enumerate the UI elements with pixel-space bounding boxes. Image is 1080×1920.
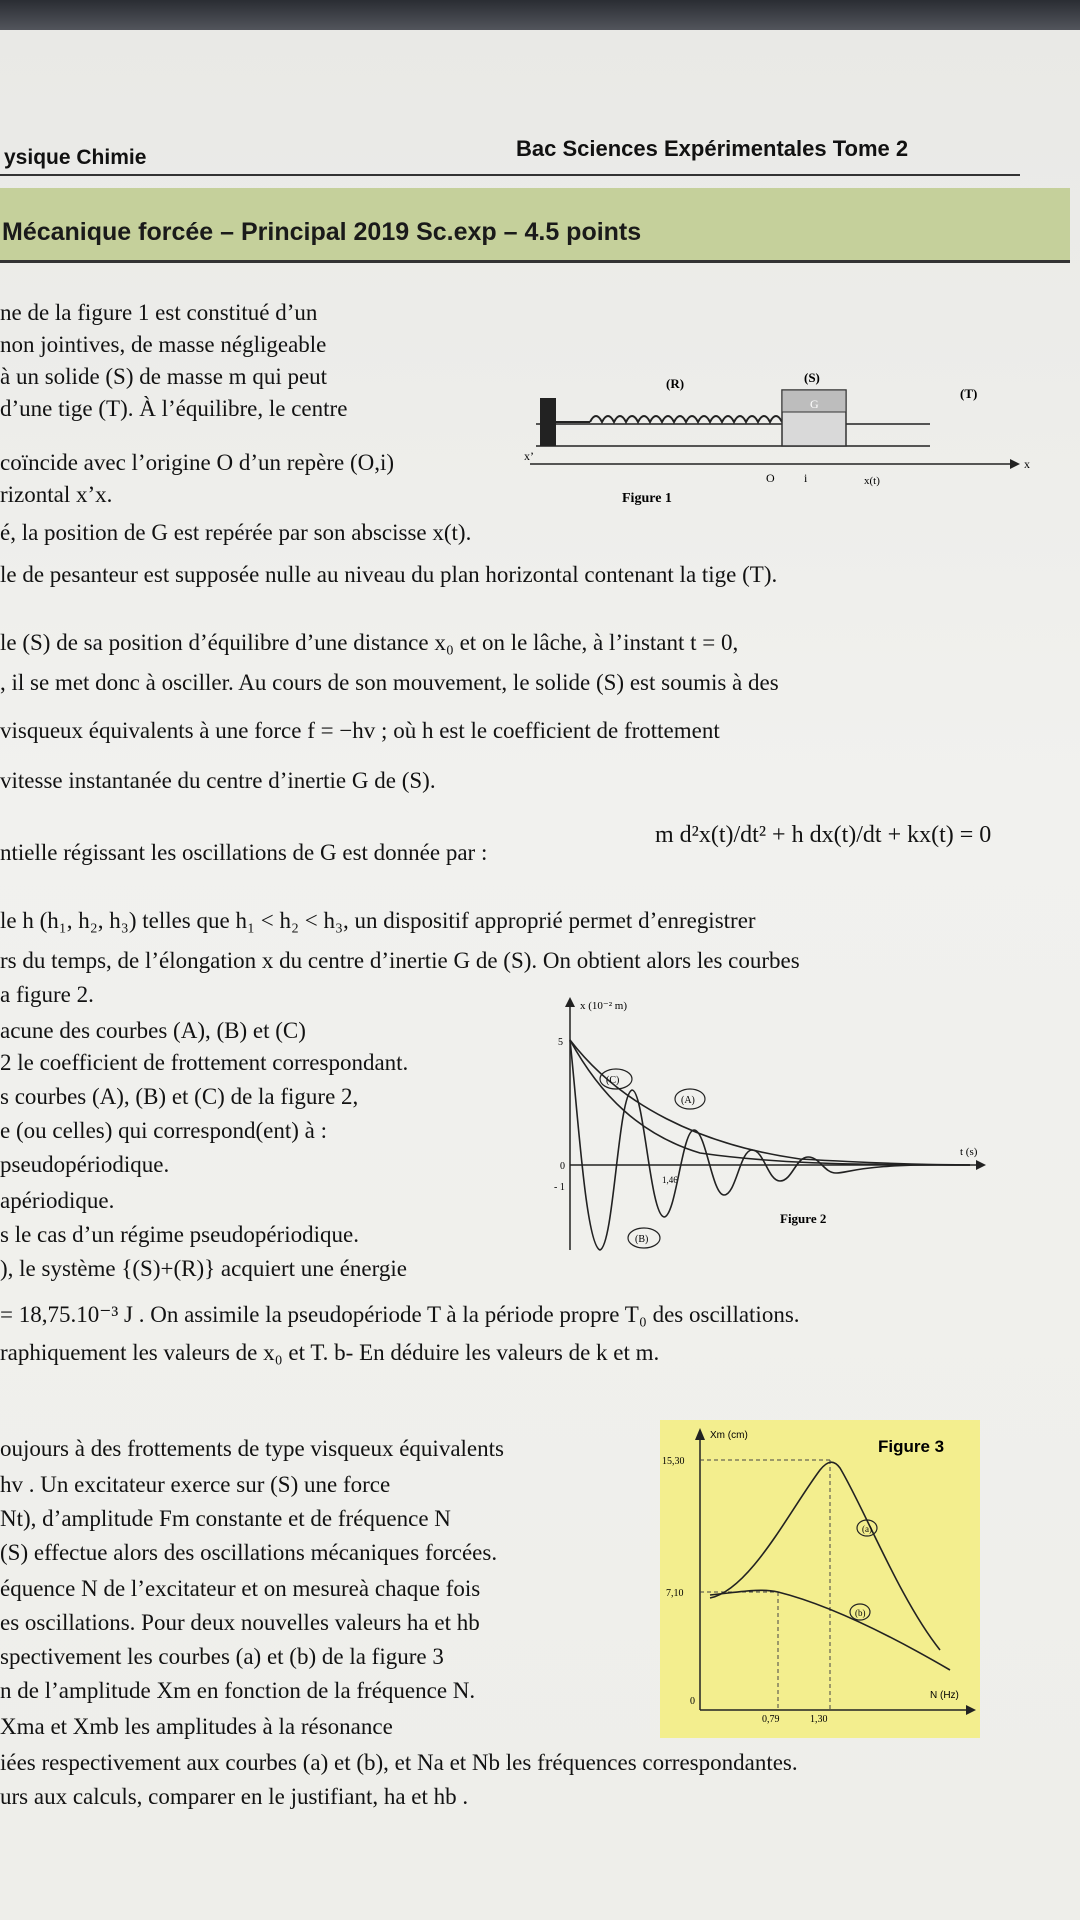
- label-a: (a): [862, 1524, 872, 1534]
- text-line: visqueux équivalents à une force f = −hv ; où h est le coefficient de frottement: [0, 718, 720, 743]
- text-line: vitesse instantanée du centre d’inertie G de (S).: [0, 768, 436, 793]
- text-line: le de pesanteur est supposée nulle au niveau du plan horizontal contenant la tige (T).: [0, 562, 778, 587]
- text-line: = 18,75.10⁻³ J . On assimile la pseudopériode T à la période propre T₀ des oscillations.: [0, 1302, 800, 1327]
- text-line: apériodique.: [0, 1188, 115, 1213]
- document-page: [0, 30, 1080, 1920]
- text-line: , il se met donc à osciller. Au cours de son mouvement, le solide (S) est soumis à des: [0, 670, 779, 695]
- text-line: (S) effectue alors des oscillations mécaniques forcées.: [0, 1540, 498, 1565]
- fig2-tick-146: 1,46: [662, 1175, 678, 1185]
- fig3-tick-0: 0: [690, 1696, 695, 1707]
- fig2-x-label: t (s): [960, 1146, 978, 1158]
- text-line: acune des courbes (A), (B) et (C): [0, 1018, 306, 1043]
- label-i: i: [804, 471, 808, 485]
- text-line: ne de la figure 1 est constitué d’un: [0, 300, 318, 325]
- figure-1-caption: Figure 1: [622, 491, 672, 506]
- label-O: O: [766, 471, 775, 485]
- label-x: x: [1024, 457, 1030, 471]
- figure-2-caption: Figure 2: [780, 1211, 827, 1226]
- equation: m d²x(t)/dt² + h dx(t)/dt + kx(t) = 0: [655, 822, 992, 848]
- fig3-tick-710: 7,10: [666, 1588, 684, 1599]
- text-line: équence N de l’excitateur et on mesureà chaque fois: [0, 1576, 481, 1601]
- figure-3-caption: Figure 3: [878, 1437, 945, 1456]
- text-line: rizontal x’x.: [0, 482, 113, 507]
- label-b: (b): [855, 1608, 866, 1618]
- text-line: raphiquement les valeurs de x₀ et T. b- En déduire les valeurs de k et m.: [0, 1340, 660, 1365]
- text-line: n de l’amplitude Xm en fonction de la fréquence N.: [0, 1678, 476, 1703]
- text-line: iées respectivement aux courbes (a) et (b), et Na et Nb les fréquences correspondantes.: [0, 1750, 798, 1775]
- fig3-tick-079: 0,79: [762, 1714, 780, 1725]
- spring-R: [590, 416, 782, 422]
- figure-2-chart: [540, 995, 995, 1260]
- text-line: hv . Un excitateur exerce sur (S) une force: [0, 1472, 391, 1497]
- text-line: a figure 2.: [0, 982, 94, 1007]
- text-line: Nt), d’amplitude Fm constante et de fréquence N: [0, 1506, 451, 1531]
- fig3-y-label: Xm (cm): [710, 1430, 748, 1441]
- label-T: (T): [960, 386, 978, 401]
- label-C: (C): [606, 1075, 620, 1086]
- text-line: le (S) de sa position d’équilibre d’une distance x₀ et on le lâche, à l’instant t = 0,: [0, 630, 739, 655]
- header-rule: [0, 174, 1020, 176]
- text-line: oujours à des frottements de type visqueux équivalents: [0, 1436, 504, 1461]
- label-A: (A): [681, 1095, 695, 1106]
- fig3-tick-1530: 15,30: [662, 1456, 685, 1467]
- text-line: à un solide (S) de masse m qui peut: [0, 364, 328, 389]
- figure-3-chart: [660, 1420, 980, 1738]
- text-line: ntielle régissant les oscillations de G est donnée par :: [0, 840, 488, 865]
- text-line: s le cas d’un régime pseudopériodique.: [0, 1222, 359, 1247]
- text-line: e (ou celles) qui correspond(ent) à :: [0, 1118, 327, 1143]
- text-line: urs aux calculs, comparer en le justifiant, ha et hb .: [0, 1784, 469, 1809]
- curve-B: [570, 1040, 970, 1250]
- fig2-tick-0: 0: [560, 1161, 565, 1172]
- text-line: coïncide avec l’origine O d’un repère (O,i): [0, 450, 395, 475]
- fig2-tick-m1: - 1: [554, 1182, 565, 1193]
- text-line: pseudopériodique.: [0, 1152, 170, 1177]
- label-x-prime: x’: [524, 449, 534, 463]
- text-line: d’une tige (T). À l’équilibre, le centre: [0, 396, 348, 421]
- label-S: (S): [804, 370, 820, 385]
- fig2-y-label: x (10⁻² m): [580, 1000, 627, 1012]
- section-title: Mécanique forcée – Principal 2019 Sc.exp – 4.5 points: [2, 218, 642, 246]
- text-line: 2 le coefficient de frottement correspondant.: [0, 1050, 409, 1075]
- label-xt: x(t): [864, 475, 880, 487]
- fig2-tick-5: 5: [558, 1037, 563, 1048]
- label-R: (R): [666, 376, 685, 391]
- curve-A: [570, 1040, 970, 1165]
- text-line: le h (h₁, h₂, h₃) telles que h₁ < h₂ < h₃, un dispositif approprié permet d’enregistrer: [0, 908, 756, 933]
- figure-1-diagram: [520, 360, 1040, 510]
- wall: [540, 398, 556, 446]
- curve-C: [570, 1040, 970, 1165]
- label-G: G: [810, 397, 819, 411]
- text-line: es oscillations. Pour deux nouvelles valeurs ha et hb: [0, 1610, 480, 1635]
- text-line: s courbes (A), (B) et (C) de la figure 2,: [0, 1084, 359, 1109]
- text-line: ), le système {(S)+(R)} acquiert une énergie: [0, 1256, 407, 1281]
- curve-a: [710, 1462, 940, 1650]
- label-B: (B): [635, 1234, 649, 1245]
- text-line: rs du temps, de l’élongation x du centre d’inertie G de (S). On obtient alors les courbes: [0, 948, 800, 973]
- header-right: Bac Sciences Expérimentales Tome 2: [516, 136, 909, 161]
- fig3-x-label: N (Hz): [930, 1690, 959, 1701]
- text-line: Xma et Xmb les amplitudes à la résonance: [0, 1714, 393, 1739]
- fig3-tick-130: 1,30: [810, 1714, 828, 1725]
- text-line: non jointives, de masse négligeable: [0, 332, 327, 357]
- header-left: ysique Chimie: [4, 146, 147, 169]
- text-line: é, la position de G est repérée par son abscisse x(t).: [0, 520, 472, 545]
- text-line: spectivement les courbes (a) et (b) de la figure 3: [0, 1644, 444, 1669]
